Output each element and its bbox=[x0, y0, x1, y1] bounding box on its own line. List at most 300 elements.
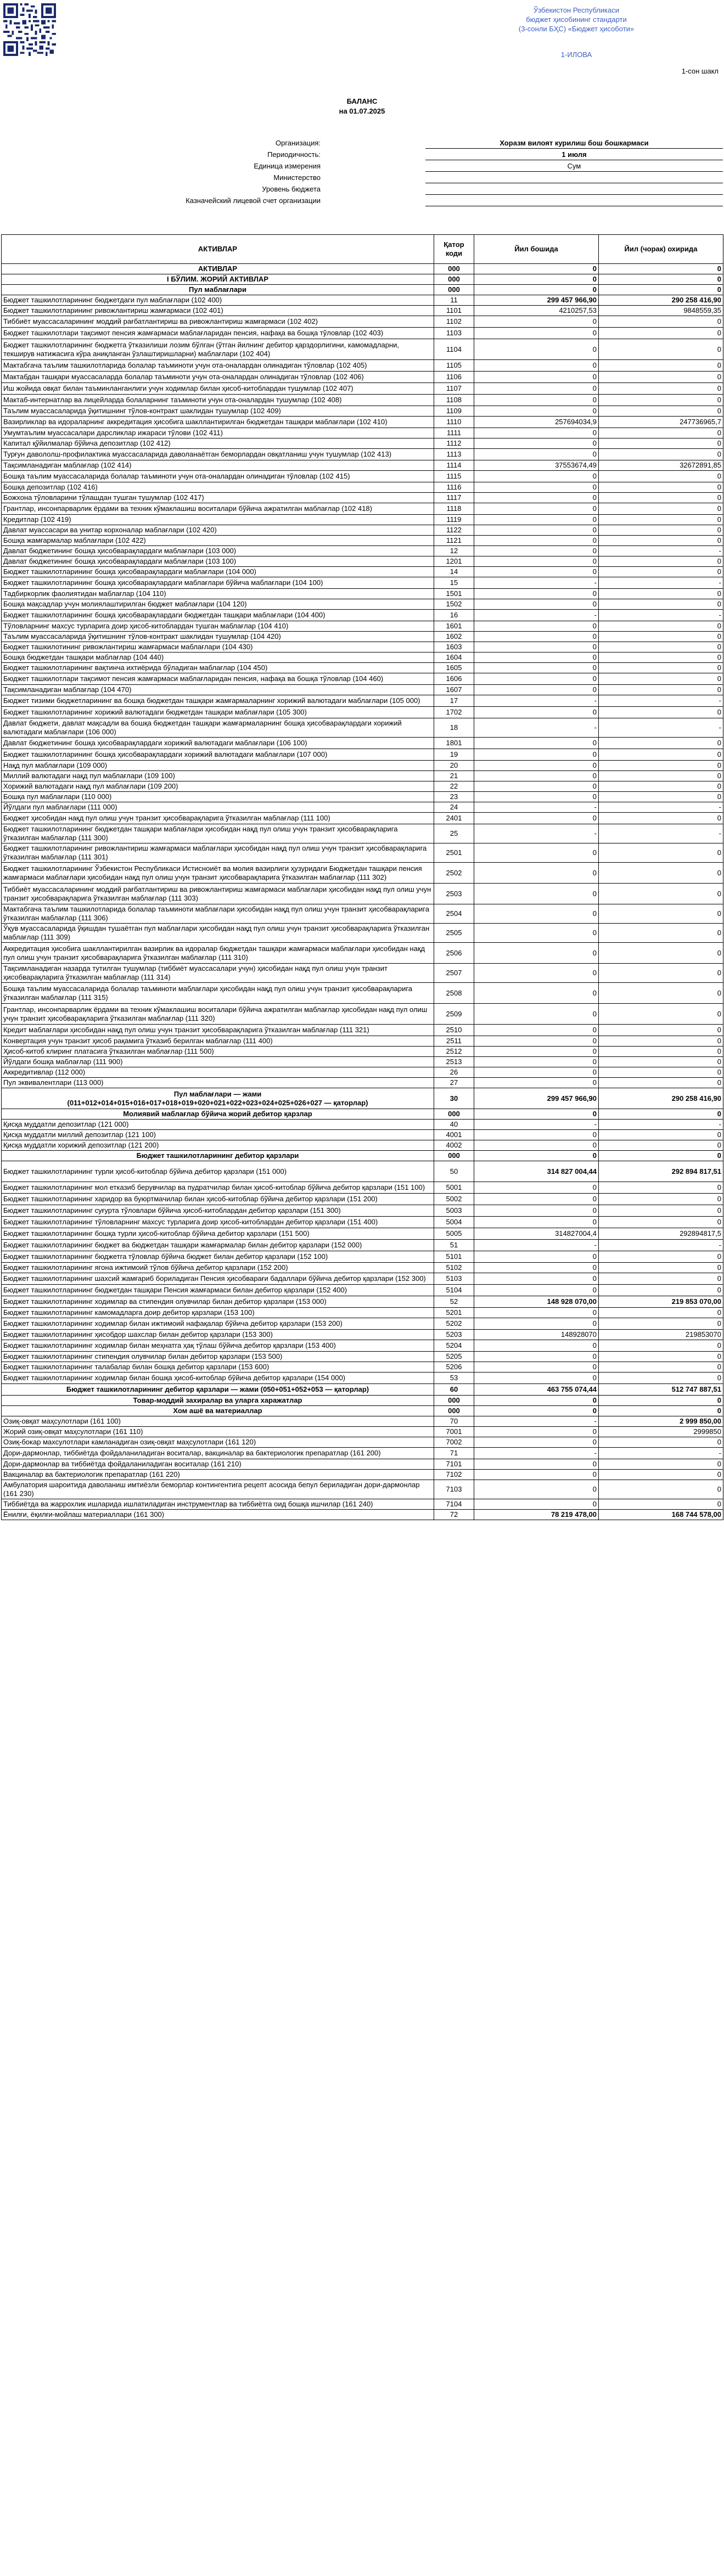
table-row bbox=[2, 1263, 723, 1273]
table-row bbox=[2, 328, 723, 339]
row-code: 72 bbox=[434, 1510, 474, 1520]
table-row bbox=[2, 1373, 723, 1384]
row-code: 1105 bbox=[434, 360, 474, 372]
row-name: Молиявий маблағлар бўйича жорий дебитор қарзлар bbox=[2, 1109, 434, 1120]
row-code: 5204 bbox=[434, 1340, 474, 1352]
row-code: 5102 bbox=[434, 1263, 474, 1273]
row-period-end: - bbox=[599, 695, 723, 707]
row-code: 22 bbox=[434, 781, 474, 792]
row-period-end: 0 bbox=[599, 1373, 723, 1384]
row-name: Тақсимланадиган назарда тутилган тушумлар (тиббиёт муассасалари учун) ҳисобидан нақд пул олиш учун транзит ҳисобварақларига ўтказилган маблағлар (111 314) bbox=[2, 964, 434, 983]
row-period-end: 0 bbox=[599, 503, 723, 515]
row-period-end: 0 bbox=[599, 471, 723, 482]
row-code: 5101 bbox=[434, 1251, 474, 1263]
standard-header bbox=[494, 5, 659, 33]
table-row bbox=[2, 781, 723, 792]
row-period-end: 0 bbox=[599, 1151, 723, 1161]
row-name: Вакциналар ва бактериологик препаратлар (161 220) bbox=[2, 1470, 434, 1480]
row-code: 000 bbox=[434, 264, 474, 274]
row-period-end: 0 bbox=[599, 621, 723, 632]
row-code: 1110 bbox=[434, 417, 474, 428]
row-code: 1111 bbox=[434, 428, 474, 438]
row-code: 5205 bbox=[434, 1352, 474, 1362]
row-name: Давлат бюджетининг бошқа ҳисобварақлардаги маблағлари (103 100) bbox=[2, 556, 434, 567]
row-code: 1116 bbox=[434, 482, 474, 493]
row-year-start: 0 bbox=[474, 1352, 599, 1362]
row-year-start: 0 bbox=[474, 781, 599, 792]
row-name: Тиббиётда ва жаррохлик ишларида ишлатиладиган инструментлар ва тиббиётга оид бошқа ишчилар (161 240) bbox=[2, 1499, 434, 1510]
row-year-start: - bbox=[474, 610, 599, 621]
row-period-end: 0 bbox=[599, 632, 723, 642]
row-period-end: 0 bbox=[599, 792, 723, 802]
table-row bbox=[2, 1499, 723, 1510]
row-year-start: 0 bbox=[474, 1285, 599, 1296]
page-title: БАЛАНС bbox=[346, 97, 378, 105]
row-name: Таълим муассасаларида ўқитишнинг тўлов-контракт шаклидан тушумлар (102 409) bbox=[2, 406, 434, 417]
row-name: Грантлар, инсонпарварлик ёрдами ва техник кўмаклашиш воситалари бўйича ажратилган маблағлар ҳисобидан нақд пул олиш учун транзит ҳисобварақларига ўтказилган маблағлар (111 320) bbox=[2, 1004, 434, 1025]
row-period-end: 0 bbox=[599, 738, 723, 749]
table-row bbox=[2, 1285, 723, 1296]
row-name: Бюджет ташкилотларининг харидор ва буюртмачилар билан ҳисоб-китоблар бўйича дебитор қарзлари (151 200) bbox=[2, 1194, 434, 1205]
table-row bbox=[2, 536, 723, 546]
row-name: Иш жойида овқат билан таъминланганлиги учун ходимлар билан ҳисоб-китоблардан тушумлар (102 407) bbox=[2, 383, 434, 395]
row-period-end: 0 bbox=[599, 589, 723, 599]
meta-row bbox=[0, 137, 724, 149]
table-row bbox=[2, 1240, 723, 1251]
row-code: 1101 bbox=[434, 306, 474, 316]
row-name: Бюджет ташкилотларининг камомадларга доир дебитор қарзлари (153 100) bbox=[2, 1308, 434, 1318]
row-year-start: 299 457 966,90 bbox=[474, 295, 599, 306]
form-number: 1-сон шакл bbox=[681, 67, 719, 75]
column-header-assets: АКТИВЛАР bbox=[2, 235, 434, 264]
row-name: Аккредитивлар (112 000) bbox=[2, 1067, 434, 1078]
row-year-start: 0 bbox=[474, 771, 599, 781]
row-year-start: 0 bbox=[474, 761, 599, 771]
row-period-end: 0 bbox=[599, 1036, 723, 1047]
meta-value: Сум bbox=[425, 162, 723, 172]
row-name: Вазирликлар ва идораларнинг аккредитация ҳисобига шакллантирилган бюджетдан ташқари маблағлари (102 410) bbox=[2, 417, 434, 428]
row-period-end: - bbox=[599, 1448, 723, 1459]
row-year-start: 0 bbox=[474, 428, 599, 438]
row-name: Амбулатория шароитида даволаниш имтиёзли беморлар контингентига рецепт асосида бепул бериладиган дори-дармонлар (161 230) bbox=[2, 1480, 434, 1499]
row-name: Мактабгача таълим ташкилотларида болалар таъминоти маблағлари ҳисобидан нақд пул олиш учун транзит ҳисобварақларига ўтказилган маблағлар (111 306) bbox=[2, 904, 434, 924]
row-period-end: 0 bbox=[599, 264, 723, 274]
row-code: 1604 bbox=[434, 653, 474, 663]
table-row bbox=[2, 632, 723, 642]
row-year-start: 0 bbox=[474, 983, 599, 1004]
row-code: 18 bbox=[434, 718, 474, 738]
row-name: Бюджет ташкилотларининг хорижий валютадаги бюджетдан ташқари маблағлари (105 300) bbox=[2, 707, 434, 718]
row-name: Бюджет ташкилотларининг турли ҳисоб-китоблар бўйича дебитор қарзлари (151 000) bbox=[2, 1161, 434, 1182]
row-name: Озиқ-бокар махсулотлари камланадиган озиқ-овқат маҳсулотлари (161 120) bbox=[2, 1437, 434, 1448]
row-code: 2504 bbox=[434, 904, 474, 924]
row-name: Дори-дармонлар ва тиббиётда фойдаланиладиган воситалар (161 210) bbox=[2, 1459, 434, 1470]
row-period-end: 2 999 850,00 bbox=[599, 1416, 723, 1427]
table-row bbox=[2, 1130, 723, 1140]
row-period-end: 0 bbox=[599, 1004, 723, 1025]
row-name: Ўқув муассасаларида ўқишдан тушаётган пул маблағлари ҳисобидан нақд пул олиш учун транзит ҳисобварақларига ўтказилган маблағлар (111 309) bbox=[2, 924, 434, 943]
row-year-start: 0 bbox=[474, 1427, 599, 1437]
row-period-end: 0 bbox=[599, 536, 723, 546]
table-row bbox=[2, 1057, 723, 1067]
row-period-end: 0 bbox=[599, 813, 723, 824]
table-row bbox=[2, 383, 723, 395]
row-code: 17 bbox=[434, 695, 474, 707]
row-year-start: 0 bbox=[474, 503, 599, 515]
table-row bbox=[2, 482, 723, 493]
row-year-start: 0 bbox=[474, 316, 599, 328]
table-row bbox=[2, 718, 723, 738]
row-code: 21 bbox=[434, 771, 474, 781]
row-name: Бюджет ташкилотларининг ходимлар билан меҳнатга ҳақ тўлаш бўйича дебитор қарзлари (153 400) bbox=[2, 1340, 434, 1352]
row-code: 1106 bbox=[434, 372, 474, 383]
row-period-end: 0 bbox=[599, 663, 723, 673]
table-row bbox=[2, 515, 723, 525]
row-period-end: 0 bbox=[599, 781, 723, 792]
row-code: 14 bbox=[434, 567, 474, 577]
table-row bbox=[2, 1228, 723, 1240]
row-year-start: 0 bbox=[474, 1406, 599, 1416]
row-year-start: 0 bbox=[474, 493, 599, 503]
table-row bbox=[2, 1510, 723, 1520]
table-row bbox=[2, 983, 723, 1004]
table-row bbox=[2, 1273, 723, 1285]
row-year-start: 0 bbox=[474, 536, 599, 546]
row-year-start: 0 bbox=[474, 1078, 599, 1088]
table-row bbox=[2, 1120, 723, 1130]
row-code: 1605 bbox=[434, 663, 474, 673]
row-year-start: 0 bbox=[474, 1480, 599, 1499]
row-name: Озиқ-овқат маҳсулотлари (161 100) bbox=[2, 1416, 434, 1427]
row-year-start: - bbox=[474, 1240, 599, 1251]
row-year-start: 0 bbox=[474, 1362, 599, 1373]
row-period-end: 0 bbox=[599, 1406, 723, 1416]
row-name: Бюджет тизими бюджетларининг ва бошқа бюджетдан ташқари жамғармаларнинг хорижий валютадаги маблағлари (105 000) bbox=[2, 695, 434, 707]
row-code: 5202 bbox=[434, 1318, 474, 1330]
table-row bbox=[2, 1330, 723, 1340]
row-name: Турғун давололш-профилактика муассасаларида даволанаётган беморлардан овқатланиш учун тушумлар (102 413) bbox=[2, 449, 434, 460]
row-year-start: 0 bbox=[474, 673, 599, 685]
meta-value: Хоразм вилоят курилиш бош бошкармаси bbox=[425, 139, 723, 149]
row-year-start: 0 bbox=[474, 515, 599, 525]
row-year-start: 0 bbox=[474, 1025, 599, 1036]
row-year-start: 0 bbox=[474, 339, 599, 360]
row-period-end: 0 bbox=[599, 1057, 723, 1067]
row-period-end: 0 bbox=[599, 904, 723, 924]
row-name: Бюджет ташкилотларининг стипендия олувчилар билан дебитор қарзлари (153 500) bbox=[2, 1352, 434, 1362]
table-row bbox=[2, 1194, 723, 1205]
row-period-end: 0 bbox=[599, 771, 723, 781]
row-code: 1606 bbox=[434, 673, 474, 685]
table-row bbox=[2, 306, 723, 316]
row-name: Мактабдан ташқари муассасаларда болалар таъминоти учун ота-оналардан олинадиган тўловлар (102 406) bbox=[2, 372, 434, 383]
table-row bbox=[2, 372, 723, 383]
row-period-end: 32672891,85 bbox=[599, 460, 723, 471]
meta-label: Министерство bbox=[273, 173, 321, 182]
row-name: Қисқа муддатли хорижий депозитлар (121 200) bbox=[2, 1140, 434, 1151]
row-period-end: 0 bbox=[599, 525, 723, 536]
row-period-end: 0 bbox=[599, 1340, 723, 1352]
row-name: Бюджет ташкилотларининг тўловларнинг махсус турларига доир ҳисоб-китоблардан дебитор қарзлари (151 400) bbox=[2, 1217, 434, 1228]
row-name: Аккредитация ҳисобига шакллантирилган вазирлик ва идоралар бюджетдан ташқари жамғармаси маблағлари ҳисобидан нақд пул олиш учун транзит ҳисобварақларига ўтказилган маблағлар (111 310) bbox=[2, 943, 434, 964]
row-year-start: 0 bbox=[474, 792, 599, 802]
table-row bbox=[2, 428, 723, 438]
row-year-start: 0 bbox=[474, 525, 599, 536]
row-code: 70 bbox=[434, 1416, 474, 1427]
row-period-end: 0 bbox=[599, 328, 723, 339]
row-code: 23 bbox=[434, 792, 474, 802]
meta-row bbox=[0, 183, 724, 195]
row-year-start: 0 bbox=[474, 1459, 599, 1470]
table-row bbox=[2, 943, 723, 964]
row-code: 5005 bbox=[434, 1228, 474, 1240]
row-year-start: 0 bbox=[474, 372, 599, 383]
row-name: Бюджет ташкилотларининг бошқа ҳисобварақлардаги маблағлари (104 000) bbox=[2, 567, 434, 577]
row-name: Бюджет ташкилотларининг дебитор қарзлари — жами (050+051+052+053 — қаторлар) bbox=[2, 1384, 434, 1396]
row-code: 000 bbox=[434, 1396, 474, 1406]
table-row bbox=[2, 1036, 723, 1047]
row-period-end: 0 bbox=[599, 274, 723, 285]
row-code: 2506 bbox=[434, 943, 474, 964]
row-code: 1702 bbox=[434, 707, 474, 718]
row-code: 1104 bbox=[434, 339, 474, 360]
row-name: Ҳисоб-китоб клиринг платасига ўтказилган маблағлар (111 500) bbox=[2, 1047, 434, 1057]
row-code: 2510 bbox=[434, 1025, 474, 1036]
table-row bbox=[2, 1470, 723, 1480]
row-period-end: 0 bbox=[599, 749, 723, 761]
meta-label: Казначейский лицевой счет организации bbox=[186, 196, 321, 205]
row-code: 2507 bbox=[434, 964, 474, 983]
row-name: Бюджет ташкилотларининг бошқа ҳисобварақлардаги бюджетдан ташқари маблағлари (104 400) bbox=[2, 610, 434, 621]
row-code: 2505 bbox=[434, 924, 474, 943]
row-code: 2502 bbox=[434, 863, 474, 884]
row-year-start: 0 bbox=[474, 285, 599, 295]
row-name: Жорий озиқ-овқат маҳсулотлари (161 110) bbox=[2, 1427, 434, 1437]
row-name: Бюджет ташкилотларининг ривожлантириш жамғармаси маблағлари ҳисобидан нақд пул олиш учун транзит ҳисобварақларига ўтказилган маблағлар (111 301) bbox=[2, 843, 434, 863]
row-period-end: 0 bbox=[599, 556, 723, 567]
row-period-end: 0 bbox=[599, 863, 723, 884]
row-name: Нақд пул маблағлари (109 000) bbox=[2, 761, 434, 771]
row-period-end: 292 894 817,51 bbox=[599, 1161, 723, 1182]
row-name: Бошқа таълим муассасаларида болалар таъминоти маблағлари ҳисобидан нақд пул олиш учун транзит ҳисобварақларига ўтказилган маблағлар (111 315) bbox=[2, 983, 434, 1004]
table-row bbox=[2, 707, 723, 718]
row-code: 7101 bbox=[434, 1459, 474, 1470]
row-code: 5201 bbox=[434, 1308, 474, 1318]
table-row bbox=[2, 1448, 723, 1459]
row-name: Грантлар, инсонпарварлик ёрдами ва техник кўмаклашиш воситалари бўйича ажратилган маблағлар (102 418) bbox=[2, 503, 434, 515]
table-row bbox=[2, 749, 723, 761]
row-name: Бюджет ташкилотларининг суғурта тўловлари бўйича ҳисоб-китоблардан дебитор қарзлари (151 300) bbox=[2, 1205, 434, 1217]
row-year-start: 0 bbox=[474, 813, 599, 824]
row-name: Бюджет ташкилотларининг бюджетга тўловлар бўйича бюджет билан дебитор қарзлари (152 100) bbox=[2, 1251, 434, 1263]
row-period-end: 0 bbox=[599, 285, 723, 295]
row-name: Тиббиёт муассасаларининг моддий рағбатлантириш ва ривожлантириш жамғармаси маблағлари ҳисобидан нақд пул олиш учун транзит ҳисобварақларига ўтказилган маблағлар (111 303) bbox=[2, 884, 434, 904]
row-year-start: - bbox=[474, 802, 599, 813]
row-name: Тақсимланадиган маблағлар (104 470) bbox=[2, 685, 434, 695]
row-code: 1102 bbox=[434, 316, 474, 328]
row-code: 7002 bbox=[434, 1437, 474, 1448]
table-row bbox=[2, 663, 723, 673]
row-code: 52 bbox=[434, 1296, 474, 1308]
row-code: 1118 bbox=[434, 503, 474, 515]
row-code: 1603 bbox=[434, 642, 474, 653]
table-row bbox=[2, 1308, 723, 1318]
row-year-start: 0 bbox=[474, 449, 599, 460]
table-row bbox=[2, 449, 723, 460]
row-year-start: 314827004,4 bbox=[474, 1228, 599, 1240]
row-period-end: - bbox=[599, 577, 723, 589]
row-year-start: 0 bbox=[474, 438, 599, 449]
org-meta-block bbox=[0, 137, 724, 206]
appendix-label: 1-ИЛОВА bbox=[560, 50, 592, 59]
table-row bbox=[2, 417, 723, 428]
table-row bbox=[2, 792, 723, 802]
row-name: Йўлдаги пул маблағлари (111 000) bbox=[2, 802, 434, 813]
row-code: 5203 bbox=[434, 1330, 474, 1340]
row-name: Бюджет ташкилотларининг ривожлантириш жамғармаси (102 401) bbox=[2, 306, 434, 316]
row-period-end: 0 bbox=[599, 493, 723, 503]
row-code: 24 bbox=[434, 802, 474, 813]
table-row bbox=[2, 924, 723, 943]
row-name: Пул эквивалентлари (113 000) bbox=[2, 1078, 434, 1088]
row-name: Бюджет ҳисобидан нақд пул олиш учун транзит ҳисобварақларига ўтказилган маблағлар (111 100) bbox=[2, 813, 434, 824]
row-year-start: 0 bbox=[474, 406, 599, 417]
row-year-start: 0 bbox=[474, 632, 599, 642]
row-year-start: 0 bbox=[474, 943, 599, 964]
row-name: Кредит маблағлари ҳисобидан нақд пул олиш учун транзит ҳисобварақларига ўтказилган маблағлар (111 321) bbox=[2, 1025, 434, 1036]
column-header-code: Қатор коди bbox=[434, 235, 474, 264]
row-code: 1601 bbox=[434, 621, 474, 632]
meta-row bbox=[0, 195, 724, 206]
table-row bbox=[2, 621, 723, 632]
row-name: Товар-моддий захиралар ва уларга харажатлар bbox=[2, 1396, 434, 1406]
table-row bbox=[2, 863, 723, 884]
row-code: 000 bbox=[434, 1109, 474, 1120]
row-code: 1121 bbox=[434, 536, 474, 546]
row-period-end: 2999850 bbox=[599, 1427, 723, 1437]
row-name: I БЎЛИМ. ЖОРИЙ АКТИВЛАР bbox=[2, 274, 434, 285]
section-row bbox=[2, 264, 723, 274]
table-row bbox=[2, 316, 723, 328]
table-row bbox=[2, 1427, 723, 1437]
row-period-end: 0 bbox=[599, 707, 723, 718]
row-year-start: 0 bbox=[474, 1140, 599, 1151]
row-name: Бюджет ташкилотларининг бюджетга ўтказилиши лозим бўлган (ўтган йилнинг дебитор қарздорлигини, камомадларни, текширув натижасига кўра аниқланган ўзлаштиришларни) маблағлари (102 404) bbox=[2, 339, 434, 360]
row-code: 1607 bbox=[434, 685, 474, 695]
meta-value bbox=[425, 196, 723, 206]
row-year-start: 299 457 966,90 bbox=[474, 1088, 599, 1109]
row-year-start: 0 bbox=[474, 1308, 599, 1318]
row-name: Миллий валютадаги нақд пул маблағлари (109 100) bbox=[2, 771, 434, 781]
row-name: Бюджет ташкилотлари тақсимот пенсия жамғармаси маблағларидан пенсия, нафақа ва бошқа тўловлар (102 403) bbox=[2, 328, 434, 339]
row-year-start: 0 bbox=[474, 642, 599, 653]
row-code: 12 bbox=[434, 546, 474, 556]
row-year-start: 0 bbox=[474, 360, 599, 372]
row-period-end: 0 bbox=[599, 1308, 723, 1318]
table-row bbox=[2, 1352, 723, 1362]
standard-header-line: (3-сонли БҲС) «Бюджет ҳисоботи» bbox=[518, 25, 635, 33]
row-name: Бюджет ташкилотларининг ходимлар билан ижтимоий нафақалар бўйича дебитор қарзлари (153 200) bbox=[2, 1318, 434, 1330]
row-period-end: 0 bbox=[599, 983, 723, 1004]
row-year-start: 0 bbox=[474, 904, 599, 924]
meta-label: Организация: bbox=[275, 139, 321, 147]
row-name: Капитал қўйилмалар бўйича депозитлар (102 412) bbox=[2, 438, 434, 449]
row-code: 7103 bbox=[434, 1480, 474, 1499]
row-code: 5103 bbox=[434, 1273, 474, 1285]
row-year-start: - bbox=[474, 577, 599, 589]
table-row bbox=[2, 503, 723, 515]
table-row bbox=[2, 556, 723, 567]
row-name: Тиббиёт муассасаларининг моддий рағбатлантириш ва ривожлантириш жамғармаси (102 402) bbox=[2, 316, 434, 328]
row-code: 25 bbox=[434, 824, 474, 843]
table-row bbox=[2, 642, 723, 653]
row-code: 7102 bbox=[434, 1470, 474, 1480]
row-name: АКТИВЛАР bbox=[2, 264, 434, 274]
row-period-end: - bbox=[599, 802, 723, 813]
meta-row bbox=[0, 149, 724, 160]
row-year-start: 0 bbox=[474, 1057, 599, 1067]
row-year-start: 0 bbox=[474, 1318, 599, 1330]
row-period-end: 0 bbox=[599, 567, 723, 577]
table-row bbox=[2, 1205, 723, 1217]
row-year-start: 148 928 070,00 bbox=[474, 1296, 599, 1308]
row-period-end: 0 bbox=[599, 360, 723, 372]
row-period-end: 0 bbox=[599, 673, 723, 685]
table-row bbox=[2, 1340, 723, 1352]
row-code: 1801 bbox=[434, 738, 474, 749]
row-name: Пул маблағлари bbox=[2, 285, 434, 295]
row-period-end: - bbox=[599, 546, 723, 556]
table-row bbox=[2, 653, 723, 663]
row-year-start: 0 bbox=[474, 621, 599, 632]
row-year-start: 0 bbox=[474, 964, 599, 983]
row-code: 1122 bbox=[434, 525, 474, 536]
row-year-start: - bbox=[474, 1120, 599, 1130]
row-period-end: 0 bbox=[599, 1078, 723, 1088]
row-code: 2508 bbox=[434, 983, 474, 1004]
row-code: 1502 bbox=[434, 599, 474, 610]
row-year-start: 0 bbox=[474, 1340, 599, 1352]
row-code: 60 bbox=[434, 1384, 474, 1396]
row-period-end: 0 bbox=[599, 1273, 723, 1285]
page-subtitle-date: на 01.07.2025 bbox=[339, 107, 385, 115]
table-row bbox=[2, 1217, 723, 1228]
table-row bbox=[2, 493, 723, 503]
row-year-start: 4210257,53 bbox=[474, 306, 599, 316]
table-row bbox=[2, 964, 723, 983]
row-year-start: 0 bbox=[474, 1067, 599, 1078]
standard-header-line: Ўзбекистон Республикаси bbox=[533, 6, 620, 14]
row-code: 71 bbox=[434, 1448, 474, 1459]
row-period-end: - bbox=[599, 1120, 723, 1130]
row-period-end: 0 bbox=[599, 1263, 723, 1273]
row-period-end: 0 bbox=[599, 406, 723, 417]
row-name: Бюджет ташкилотларининг шахсий жамғариб бориладиган Пенсия ҳисобварағи бадаллари бўйича дебитор қарзлари (152 300) bbox=[2, 1273, 434, 1285]
meta-row bbox=[0, 160, 724, 172]
row-name: Бюджет ташкилотларининг вақтинча ихтиёрида бўладиган маблағлар (104 450) bbox=[2, 663, 434, 673]
row-code: 53 bbox=[434, 1373, 474, 1384]
row-year-start: 0 bbox=[474, 1151, 599, 1161]
row-name: Бюджет ташкилотларининг бюджетдаги пул маблағлари (102 400) bbox=[2, 295, 434, 306]
table-row bbox=[2, 1140, 723, 1151]
qr-code bbox=[3, 3, 56, 56]
row-code: 2511 bbox=[434, 1036, 474, 1047]
row-period-end: 0 bbox=[599, 1047, 723, 1057]
row-code: 26 bbox=[434, 1067, 474, 1078]
row-code: 16 bbox=[434, 610, 474, 621]
section-row bbox=[2, 1109, 723, 1120]
row-period-end: 9848559,35 bbox=[599, 306, 723, 316]
